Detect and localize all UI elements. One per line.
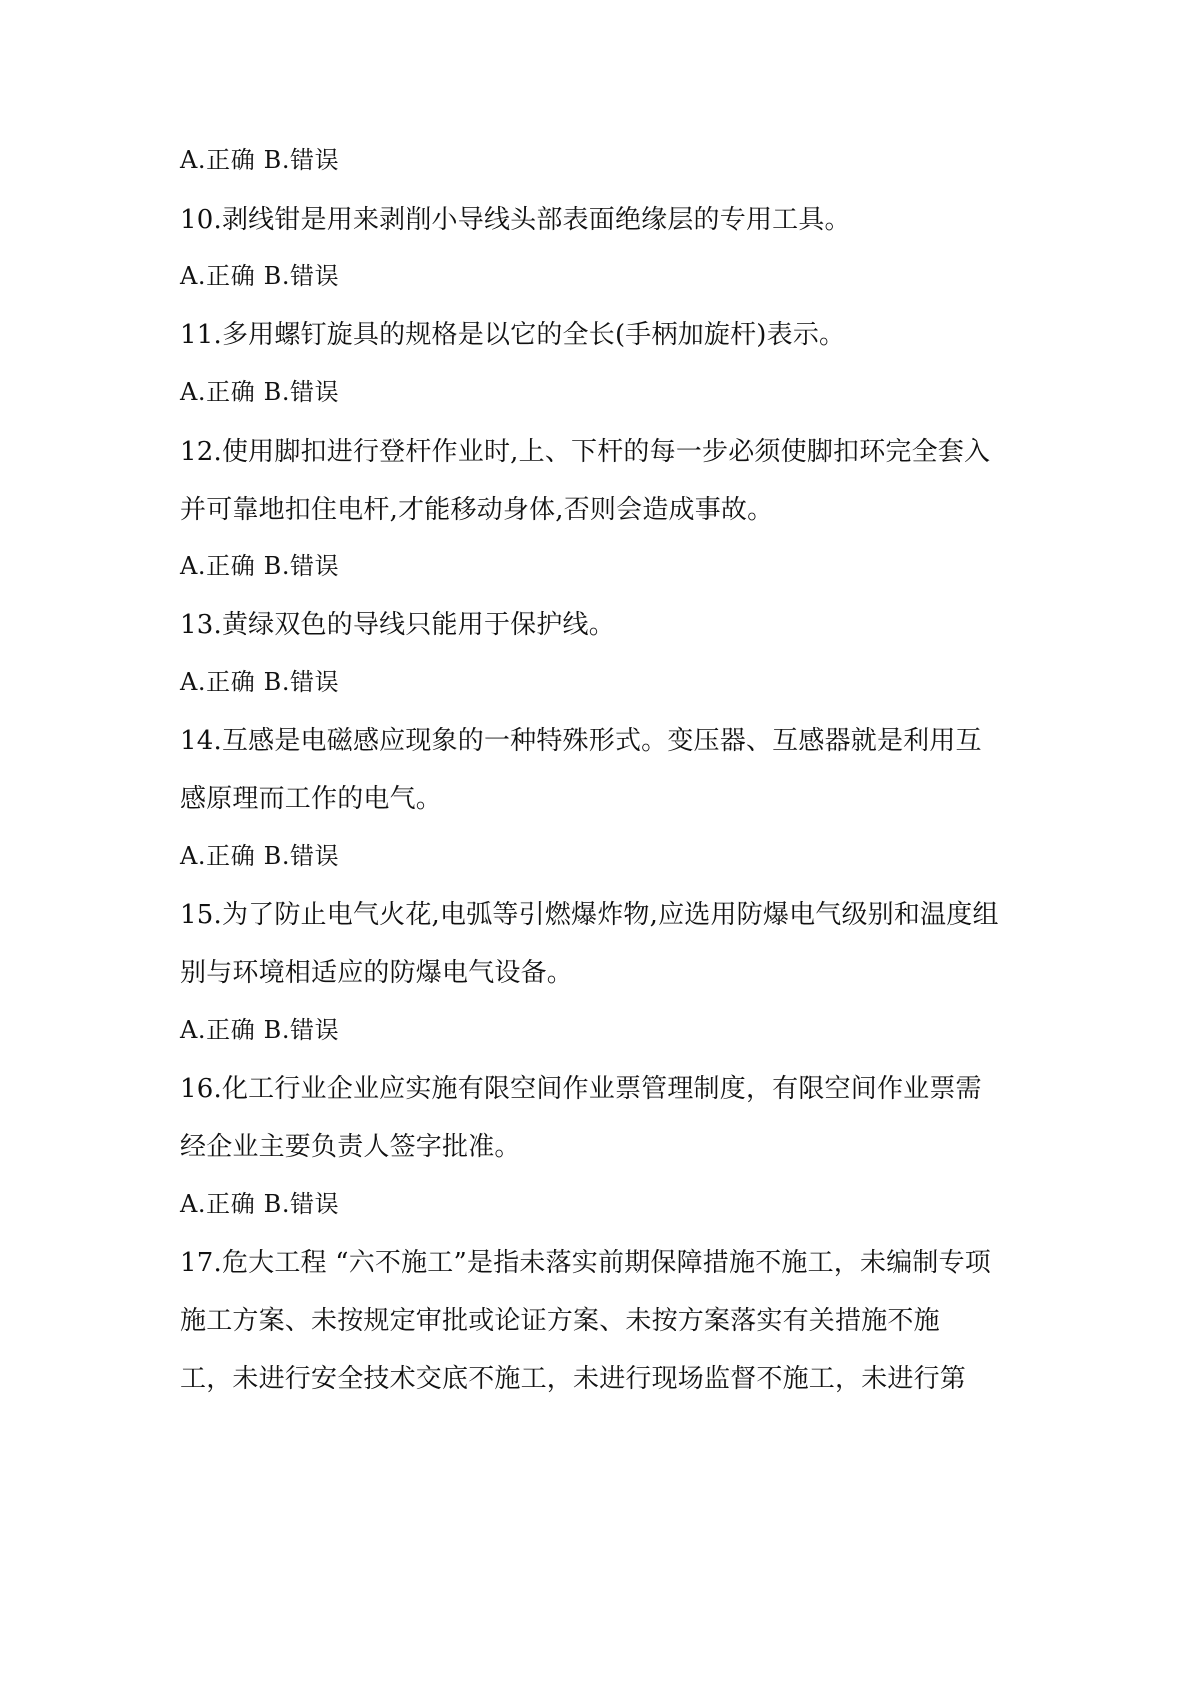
question-16-line-2: 经企业主要负责人签字批准。 (180, 1132, 521, 1162)
answer-choices: A.正确 B.错误 (180, 378, 340, 406)
answer-choices: A.正确 B.错误 (180, 146, 340, 174)
answer-choices: A.正确 B.错误 (180, 1190, 340, 1218)
question-15-line-2: 别与环境相适应的防爆电气设备。 (180, 958, 574, 988)
answer-choices: A.正确 B.错误 (180, 842, 340, 870)
question-17-line-1: 17.危大工程 “六不施工”是指未落实前期保障措施不施工，未编制专项 (180, 1248, 991, 1278)
question-15-line-1: 15.为了防止电气火花,电弧等引燃爆炸物,应选用防爆电气级别和温度组 (180, 900, 999, 930)
question-16-line-1: 16.化工行业企业应实施有限空间作业票管理制度，有限空间作业票需 (180, 1074, 982, 1104)
answer-choices: A.正确 B.错误 (180, 1016, 340, 1044)
answer-choices: A.正确 B.错误 (180, 262, 340, 290)
question-11: 11.多用螺钉旋具的规格是以它的全长(手柄加旋杆)表示。 (180, 320, 846, 350)
question-17-line-3: 工，未进行安全技术交底不施工，未进行现场监督不施工，未进行第 (180, 1364, 967, 1394)
question-17-line-2: 施工方案、未按规定审批或论证方案、未按方案落实有关措施不施 (180, 1306, 940, 1336)
question-14-line-1: 14.互感是电磁感应现象的一种特殊形式。变压器、互感器就是利用互 (180, 726, 982, 756)
question-12-line-1: 12.使用脚扣进行登杆作业时,上、下杆的每一步必须使脚扣环完全套入 (180, 437, 991, 467)
question-10: 10.剥线钳是用来剥削小导线头部表面绝缘层的专用工具。 (180, 205, 851, 235)
question-13: 13.黄绿双色的导线只能用于保护线。 (180, 610, 615, 640)
answer-choices: A.正确 B.错误 (180, 668, 340, 696)
question-12-line-2: 并可靠地扣住电杆,才能移动身体,否则会造成事故。 (180, 495, 774, 525)
question-14-line-2: 感原理而工作的电气。 (180, 784, 443, 814)
answer-choices: A.正确 B.错误 (180, 552, 340, 580)
